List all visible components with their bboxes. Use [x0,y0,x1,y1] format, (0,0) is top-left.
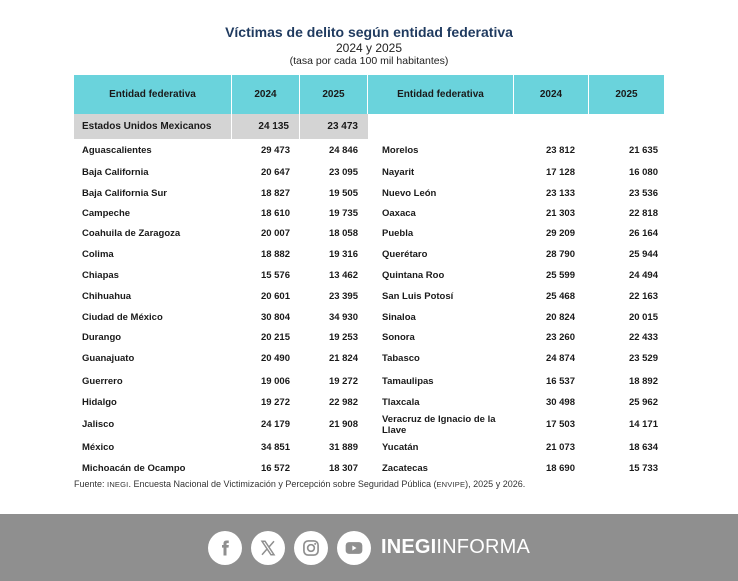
row-entity-right: Tabasco [382,353,420,364]
table-row [74,139,664,162]
row-entity-left: Durango [82,332,122,343]
row-entity-right: Nuevo León [382,188,437,199]
table-row [74,347,664,370]
row-2025-left: 19 735 [328,208,358,219]
table-row [74,307,664,328]
row-2024-left: 20 215 [260,332,290,343]
table-row [74,458,664,479]
row-2025-left: 34 930 [328,312,358,323]
row-2025-left: 18 058 [328,228,358,239]
row-2024-right: 16 537 [545,376,575,387]
national-2025: 23 473 [300,114,368,139]
table-row [74,204,664,223]
row-2025-left: 19 253 [328,332,358,343]
title-block [0,24,738,68]
row-2024-left: 29 473 [260,145,290,156]
row-2025-right: 25 944 [628,249,658,260]
row-entity-left: Jalisco [82,419,115,430]
row-2024-right: 17 503 [545,419,575,430]
row-entity-right: Zacatecas [382,463,428,474]
row-2024-right: 23 812 [545,145,575,156]
row-entity-left: Guanajuato [82,353,135,364]
instagram-icon[interactable] [294,531,328,565]
row-2025-left: 21 908 [328,419,358,430]
row-entity-left: Chihuahua [82,291,132,302]
row-entity-right: Tlaxcala [382,397,420,408]
row-entity-left: Coahuila de Zaragoza [82,228,181,239]
row-2024-left: 15 576 [260,270,290,281]
col-header-2024-left: 2024 [232,75,300,114]
row-2024-left: 18 882 [260,249,290,260]
row-2024-left: 24 179 [260,419,290,430]
row-entity-right: Veracruz de Ignacio de la Llave [382,413,496,436]
table-row [74,223,664,244]
row-entity-left: Hidalgo [82,397,117,408]
row-2025-right: 15 733 [628,463,658,474]
col-header-entity-right: Entidad federativa [368,75,514,114]
row-2025-left: 24 846 [328,145,358,156]
row-2024-left: 19 006 [260,376,290,387]
row-entity-left: Chiapas [82,270,119,281]
row-2024-right: 20 824 [545,312,575,323]
row-entity-right: Sonora [382,332,415,343]
row-entity-right: Querétaro [382,249,428,260]
row-2025-right: 14 171 [628,419,658,430]
row-2024-right: 17 128 [545,167,575,178]
source-suffix: ), 2025 y 2026. [465,479,526,489]
row-2025-right: 22 433 [628,332,658,343]
row-2024-left: 18 827 [260,188,290,199]
row-2024-left: 20 647 [260,167,290,178]
row-2025-right: 24 494 [628,270,658,281]
row-2025-left: 19 505 [328,188,358,199]
national-name: Estados Unidos Mexicanos [74,114,232,139]
table-row [74,265,664,286]
row-entity-left: México [82,442,115,453]
row-2024-right: 25 599 [545,270,575,281]
source-org: INEGI [107,480,129,489]
row-2024-right: 24 874 [545,353,575,364]
row-2025-right: 26 164 [628,228,658,239]
row-2024-right: 23 133 [545,188,575,199]
row-2024-right: 21 303 [545,208,575,219]
table-row [74,370,664,393]
row-2024-right: 21 073 [545,442,575,453]
row-2025-left: 23 095 [328,167,358,178]
row-2024-left: 18 610 [260,208,290,219]
col-header-2025-right: 2025 [615,89,638,100]
source-prefix: Fuente: [74,479,108,489]
col-header-2025-left: 2025 [300,75,368,114]
row-entity-left: Baja California [82,167,149,178]
row-2025-right: 18 892 [628,376,658,387]
row-2024-right: 25 468 [545,291,575,302]
brand-regular: INFORMA [436,536,531,558]
page-subtitle: 2024 y 2025 [335,41,403,55]
source-acronym: ENVIPE [436,480,466,489]
x-icon[interactable] [251,531,285,565]
row-2025-left: 21 824 [328,353,358,364]
row-entity-left: Colima [82,249,114,260]
row-entity-right: Sinaloa [382,312,416,323]
row-2024-left: 19 272 [260,397,290,408]
row-2025-right: 21 635 [628,145,658,156]
row-2024-right: 23 260 [545,332,575,343]
units-note: (tasa por cada 100 mil habitantes) [289,55,449,67]
row-2024-right: 30 498 [545,397,575,408]
row-2024-right: 18 690 [545,463,575,474]
table-row [74,183,664,204]
row-2025-left: 18 307 [328,463,358,474]
table-header [74,75,664,114]
row-entity-right: San Luis Potosí [382,291,454,302]
row-2024-right: 29 209 [545,228,575,239]
row-entity-right: Tamaulipas [382,376,434,387]
table-row [74,162,664,183]
facebook-icon[interactable] [208,531,242,565]
national-total-row [74,114,664,139]
data-table [74,75,664,479]
row-2024-right: 28 790 [545,249,575,260]
row-2025-right: 23 536 [628,188,658,199]
table-row [74,286,664,307]
row-2025-right: 20 015 [628,312,658,323]
row-2025-right: 16 080 [628,167,658,178]
row-entity-right: Yucatán [382,442,419,453]
social-links [208,531,371,565]
source-note [74,479,694,490]
col-header-entity-left: Entidad federativa [74,75,232,114]
table-row [74,328,664,347]
brand-bold: INEGI [380,536,437,558]
row-2025-right: 18 634 [628,442,658,453]
row-entity-right: Nayarit [382,167,415,178]
row-entity-right: Oaxaca [382,208,416,219]
row-entity-left: Michoacán de Ocampo [82,463,186,474]
row-entity-left: Guerrero [82,376,123,387]
table-row [74,393,664,412]
row-entity-right: Morelos [382,145,419,156]
inegi-informa-logo [381,536,530,559]
national-2024: 24 135 [232,114,300,139]
row-2024-left: 20 490 [260,353,290,364]
youtube-icon[interactable] [337,531,371,565]
table-body [74,139,664,479]
table-row [74,412,664,437]
row-2024-left: 34 851 [260,442,290,453]
page-title: Víctimas de delito según entidad federativa [225,24,513,40]
row-2024-left: 20 007 [260,228,290,239]
row-entity-left: Ciudad de México [82,312,163,323]
row-2025-right: 23 529 [628,353,658,364]
footer-bar [0,514,738,581]
row-entity-left: Baja California Sur [82,188,167,199]
row-2025-left: 13 462 [328,270,358,281]
table-row [74,437,664,458]
row-2025-left: 19 272 [328,376,358,387]
row-entity-right: Quintana Roo [382,270,445,281]
row-2025-left: 19 316 [328,249,358,260]
row-2024-left: 20 601 [260,291,290,302]
row-2025-right: 22 163 [628,291,658,302]
row-2024-left: 16 572 [260,463,290,474]
row-2025-left: 22 982 [328,397,358,408]
row-2025-right: 22 818 [628,208,658,219]
row-entity-left: Aguascalientes [82,145,152,156]
row-2025-right: 25 962 [628,397,658,408]
row-entity-left: Campeche [82,208,131,219]
source-mid: . Encuesta Nacional de Victimización y Percepción sobre Seguridad Pública ( [128,479,437,489]
table-row [74,244,664,265]
col-header-2024-right: 2024 [514,75,589,114]
row-entity-right: Puebla [382,228,414,239]
row-2025-left: 31 889 [328,442,358,453]
row-2025-left: 23 395 [328,291,358,302]
row-2024-left: 30 804 [260,312,290,323]
